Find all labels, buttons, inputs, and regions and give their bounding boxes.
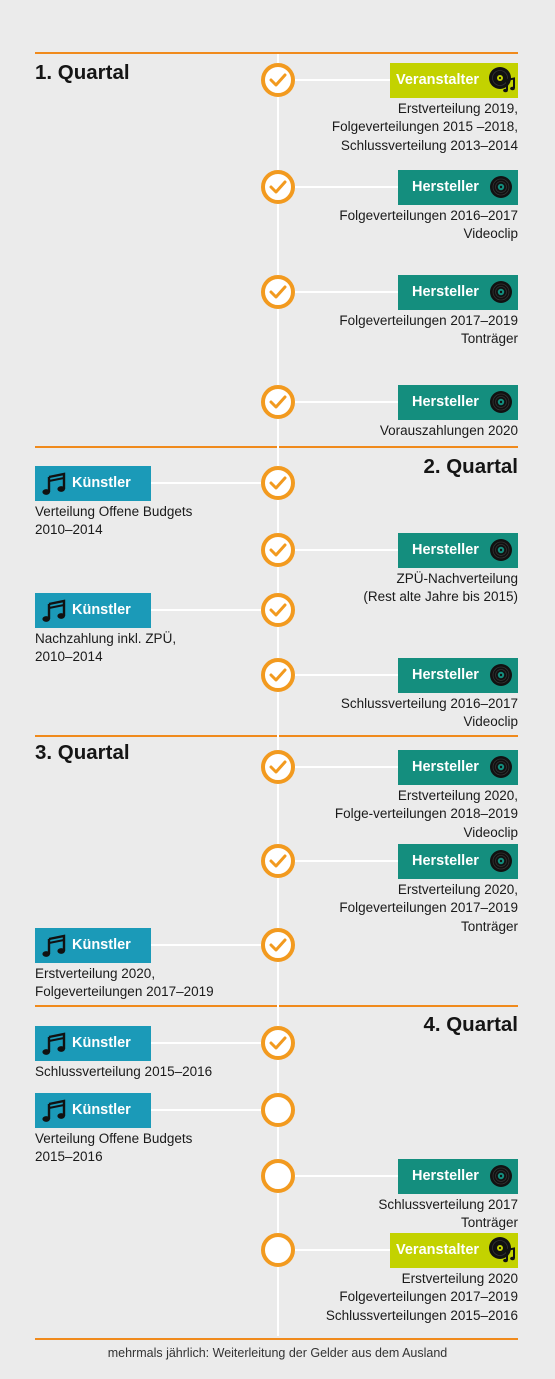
vinyl-record-icon [489, 663, 513, 691]
description-line: Verteilung Offene Budgets [35, 504, 193, 519]
description-line: ZPÜ-Nachverteilung [396, 571, 518, 586]
description-line: Schlussverteilung 2015–2016 [35, 1064, 213, 1079]
completed-node [261, 844, 295, 878]
completed-node [261, 1026, 295, 1060]
completed-node [261, 533, 295, 567]
event-description [326, 1270, 518, 1325]
event-description [335, 787, 518, 842]
category-badge-kuenstler [35, 1026, 151, 1061]
event-description [339, 312, 518, 349]
event-connector [150, 1109, 278, 1111]
event-description [332, 100, 518, 155]
description-line: Folgeverteilungen 2015 –2018, [331, 119, 518, 135]
category-label: Hersteller [412, 853, 479, 869]
category-label: Hersteller [412, 394, 479, 410]
description-line: Schlussverteilung 2013–2014 [340, 137, 518, 153]
category-badge-kuenstler [35, 466, 151, 501]
category-badge-hersteller [398, 844, 518, 879]
category-badge-hersteller [398, 533, 518, 568]
description-line: Folgeverteilungen 2017–2019 [339, 1289, 518, 1305]
vinyl-record-icon [489, 175, 513, 203]
category-badge-hersteller [398, 275, 518, 310]
completed-node [261, 275, 295, 309]
category-label: Hersteller [412, 284, 479, 300]
quarter-divider [35, 1338, 518, 1340]
description-line: Nachzahlung inkl. ZPÜ, [35, 631, 177, 646]
description-line: Schlussverteilungen 2015–2016 [325, 1307, 518, 1323]
description-line: Folgeverteilungen 2016–2017 [339, 208, 518, 223]
category-label: Hersteller [412, 542, 479, 558]
description-line: Folgeverteilungen 2017–2019 [339, 313, 518, 328]
vinyl-record-icon [489, 280, 513, 308]
description-line: Folge-verteilungen 2018–2019 [334, 806, 518, 822]
music-note-icon [41, 1032, 67, 1060]
category-badge-hersteller [398, 750, 518, 785]
event-connector [150, 1042, 278, 1044]
music-note-icon [41, 599, 67, 627]
category-label: Hersteller [412, 1168, 479, 1184]
description-line: Tonträger [460, 331, 518, 347]
music-note-icon [41, 1099, 67, 1127]
completed-node [261, 928, 295, 962]
category-badge-hersteller [398, 385, 518, 420]
speaker-note-icon [488, 1236, 516, 1268]
description-line: Verteilung Offene Budgets [35, 1131, 193, 1146]
event-description [380, 422, 518, 440]
description-line: Vorauszahlungen 2020 [379, 423, 518, 438]
description-line: Videoclip [463, 714, 518, 730]
category-label: Hersteller [412, 667, 479, 683]
event-description [339, 207, 518, 244]
description-line: 2010–2014 [35, 522, 103, 538]
vinyl-record-icon [489, 390, 513, 418]
vinyl-record-icon [489, 538, 513, 566]
description-line: Erstverteilung 2020, [397, 882, 518, 897]
completed-node [261, 385, 295, 419]
event-connector [150, 944, 278, 946]
completed-node [261, 750, 295, 784]
category-label: Künstler [72, 937, 131, 953]
category-badge-hersteller [398, 1159, 518, 1194]
description-line: Schlussverteilung 2017 [378, 1197, 518, 1212]
category-label: Hersteller [412, 179, 479, 195]
description-line: 2010–2014 [35, 649, 103, 665]
category-label: Künstler [72, 602, 131, 618]
category-badge-veranstalter [390, 63, 518, 98]
category-badge-veranstalter [390, 1233, 518, 1268]
event-connector [150, 482, 278, 484]
category-label: Künstler [72, 1102, 131, 1118]
description-line: Erstverteilung 2019, [397, 101, 518, 116]
category-badge-hersteller [398, 170, 518, 205]
category-label: Künstler [72, 475, 131, 491]
event-connector [278, 766, 400, 768]
description-line: Schlussverteilung 2016–2017 [340, 696, 518, 711]
description-line: Tonträger [460, 918, 518, 934]
description-line: Tonträger [460, 1215, 518, 1231]
event-description [35, 630, 176, 667]
music-note-icon [41, 934, 67, 962]
description-line: Erstverteilung 2020, [397, 788, 518, 803]
category-badge-kuenstler [35, 1093, 151, 1128]
vinyl-record-icon [489, 1164, 513, 1192]
event-connector [278, 79, 400, 81]
event-connector [278, 186, 400, 188]
event-description [339, 881, 518, 936]
footer-note: mehrmals jährlich: Weiterleitung der Gelder aus dem Ausland [107, 1346, 448, 1360]
event-description [378, 1196, 518, 1233]
event-description [363, 570, 518, 607]
category-label: Veranstalter [396, 1242, 480, 1258]
description-line: (Rest alte Jahre bis 2015) [363, 589, 518, 605]
description-line: Folgeverteilungen 2017–2019 [35, 984, 214, 1000]
category-badge-hersteller [398, 658, 518, 693]
speaker-note-icon [488, 66, 516, 98]
description-line: 2015–2016 [35, 1149, 103, 1165]
completed-node [261, 170, 295, 204]
pending-node [261, 1159, 295, 1193]
event-connector [278, 1175, 400, 1177]
event-description [341, 695, 518, 732]
pending-node [261, 1093, 295, 1127]
completed-node [261, 466, 295, 500]
event-description [35, 1063, 212, 1081]
category-label: Hersteller [412, 759, 479, 775]
event-description [35, 1130, 192, 1167]
description-line: Erstverteilung 2020, [35, 966, 156, 981]
event-connector [278, 674, 400, 676]
event-connector [278, 1249, 400, 1251]
event-description [35, 503, 192, 540]
completed-node [261, 658, 295, 692]
category-label: Künstler [72, 1035, 131, 1051]
vinyl-record-icon [489, 849, 513, 877]
description-line: Folgeverteilungen 2017–2019 [339, 900, 518, 916]
quarter-heading: 3. Quartal [35, 741, 130, 764]
category-badge-kuenstler [35, 593, 151, 628]
completed-node [261, 63, 295, 97]
completed-node [261, 593, 295, 627]
event-connector [278, 549, 400, 551]
quarter-heading: 4. Quartal [423, 1013, 518, 1036]
event-connector [278, 401, 400, 403]
category-label: Veranstalter [396, 72, 480, 88]
event-connector [278, 860, 400, 862]
music-note-icon [41, 472, 67, 500]
pending-node [261, 1233, 295, 1267]
description-line: Erstverteilung 2020 [401, 1271, 518, 1286]
event-connector [150, 609, 278, 611]
description-line: Videoclip [463, 824, 518, 840]
quarter-heading: 1. Quartal [35, 61, 130, 84]
vinyl-record-icon [489, 755, 513, 783]
event-connector [278, 291, 400, 293]
timeline-axis [277, 54, 279, 1336]
category-badge-kuenstler [35, 928, 151, 963]
description-line: Videoclip [463, 226, 518, 242]
quarter-heading: 2. Quartal [423, 455, 518, 478]
event-description [35, 965, 214, 1002]
